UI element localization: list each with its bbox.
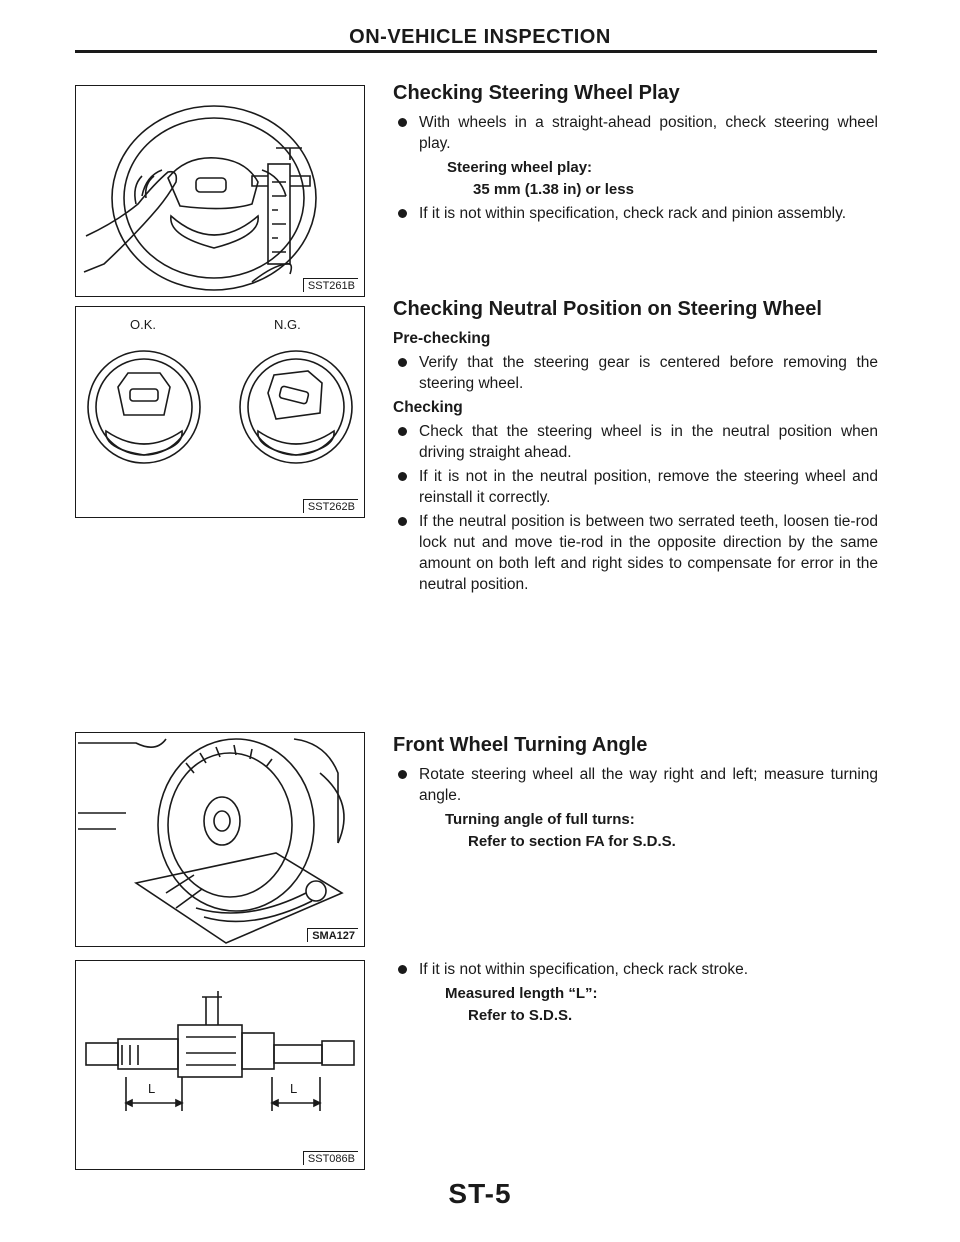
rack-spec-value: Refer to S.D.S.: [468, 1007, 573, 1024]
play-spec-value: 35 mm (1.38 in) or less: [473, 181, 634, 198]
figure-code-sst262b: SST262B: [303, 499, 358, 513]
header-rule: [75, 50, 877, 53]
page-header-title: ON-VEHICLE INSPECTION: [349, 26, 611, 48]
neutral-bullet-3: If it is not in the neutral position, remove the steering wheel and reinstall it correctly.: [393, 466, 878, 508]
section-heading-neutral: Checking Neutral Position on Steering Wheel: [393, 298, 822, 320]
neutral-bullet-4: If the neutral position is between two serrated teeth, loosen tie-rod lock nut and move tie-rod in the opposite direction by the same amount on both left and right sides to compensate for error in the neutral position.: [393, 511, 878, 595]
measured-length-label-right: L: [290, 1081, 298, 1096]
neutral-bullet-1: Verify that the steering gear is centered before removing the steering wheel.: [393, 352, 878, 394]
rack-stroke-illustration: [76, 961, 366, 1171]
page-number: ST-5: [448, 1178, 512, 1209]
play-spec-label: Steering wheel play:: [447, 159, 593, 176]
turning-bullet-1: Rotate steering wheel all the way right and left; measure turning angle.: [393, 764, 878, 806]
turning-bullet-2: If it is not within specification, check rack stroke.: [393, 959, 878, 980]
play-bullet-2: If it is not within specification, check rack and pinion assembly.: [393, 203, 878, 224]
figure-rack-stroke: [75, 960, 365, 1170]
turning-angle-illustration: [76, 733, 366, 948]
checking-label: Checking: [393, 399, 463, 416]
measured-length-label-left: L: [148, 1081, 156, 1096]
section-neutral-position: [393, 296, 878, 598]
figure-neutral-position: [75, 306, 365, 518]
rack-spec-label: Measured length “L”:: [445, 985, 598, 1002]
steering-wheel-play-illustration: [76, 86, 366, 298]
neutral-bullet-2: Check that the steering wheel is in the neutral position when driving straight ahead.: [393, 421, 878, 463]
play-bullet-1: With wheels in a straight-ahead position, check steering wheel play.: [393, 112, 878, 154]
prechecking-label: Pre-checking: [393, 330, 491, 347]
turning-spec-label: Turning angle of full turns:: [445, 811, 635, 828]
figure-code-sst261b: SST261B: [303, 278, 358, 292]
figure-turning-angle: [75, 732, 365, 947]
section-heading-play: Checking Steering Wheel Play: [393, 82, 680, 104]
section-rack-stroke: [393, 956, 878, 1027]
ok-label: O.K.: [130, 317, 157, 332]
ng-label: N.G.: [274, 317, 301, 332]
figure-code-sst086b: SST086B: [303, 1151, 358, 1165]
section-turning-angle: [393, 732, 878, 853]
neutral-position-illustration: [76, 307, 366, 519]
figure-steering-wheel-play: [75, 85, 365, 297]
section-steering-wheel-play: [393, 80, 878, 227]
figure-code-sma127: SMA127: [307, 928, 358, 942]
section-heading-turning: Front Wheel Turning Angle: [393, 734, 648, 756]
turning-spec-value: Refer to section FA for S.D.S.: [468, 833, 676, 850]
